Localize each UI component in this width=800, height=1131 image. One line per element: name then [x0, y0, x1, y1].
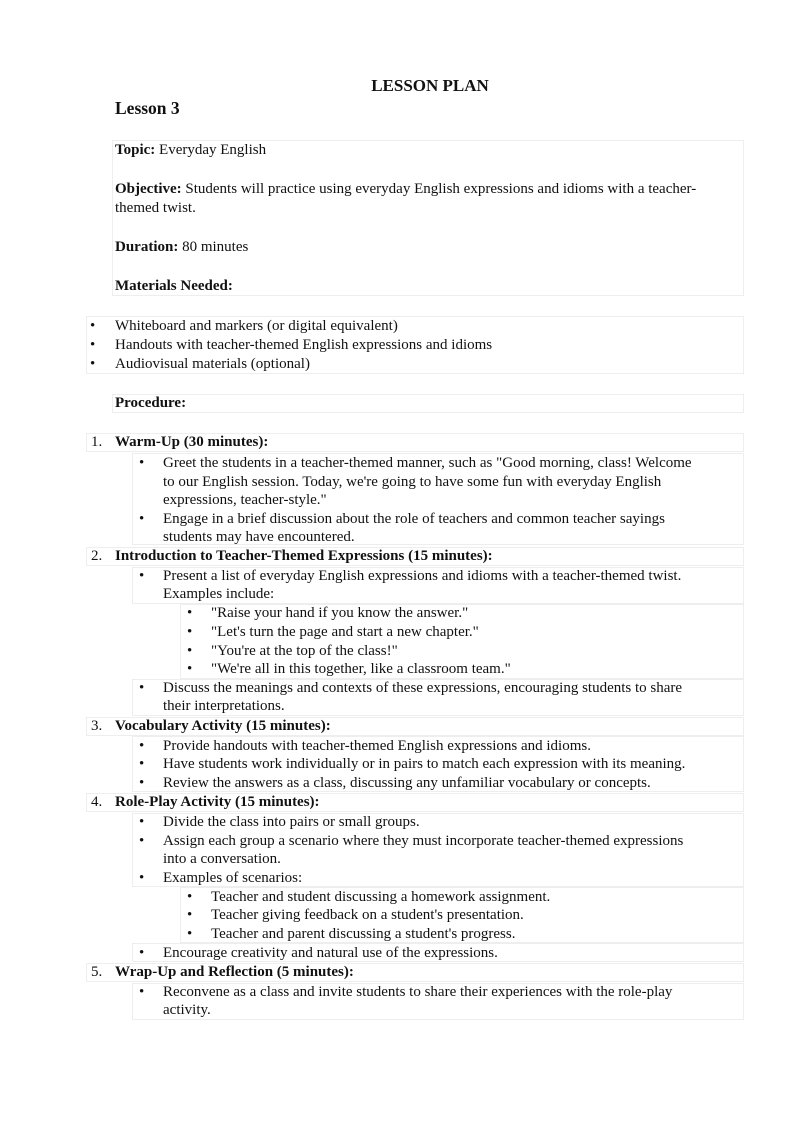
step3-bullet-text: Provide handouts with teacher-themed English expressions and idioms. [163, 738, 591, 754]
bullet-icon: • [90, 318, 96, 334]
duration-value: 80 minutes [182, 239, 249, 255]
bullet-icon: • [139, 738, 145, 754]
objective-line [115, 180, 743, 199]
step1-bullet2-line1: Engage in a brief discussion about the role of teachers and common teacher sayings [163, 511, 665, 527]
topic-label: Topic: [115, 142, 156, 158]
scenario-text: Teacher giving feedback on a student's presentation. [211, 907, 524, 923]
bullet-icon: • [139, 756, 145, 772]
bullet-icon: • [187, 624, 193, 640]
step-heading: Vocabulary Activity (15 minutes): [115, 718, 331, 734]
step-heading: Introduction to Teacher-Themed Expressions (15 minutes): [115, 548, 493, 564]
bullet-icon: • [139, 833, 145, 849]
bullet-icon: • [187, 907, 193, 923]
topic-value: Everyday English [159, 142, 267, 158]
bullet-icon: • [139, 568, 145, 584]
step1-bullet1-line3: expressions, teacher-style." [163, 492, 327, 508]
bullet-icon: • [187, 889, 193, 905]
bullet-icon: • [139, 814, 145, 830]
step1-bullet2-line2: students may have encountered. [163, 529, 355, 545]
step5-bullet1-line2: activity. [163, 1002, 211, 1018]
bullet-icon: • [187, 643, 193, 659]
topic-line [115, 141, 743, 160]
materials-label: Materials Needed: [115, 278, 233, 294]
materials-heading [115, 277, 743, 296]
example-text: "Raise your hand if you know the answer." [211, 605, 469, 621]
example-text: "Let's turn the page and start a new chapter." [211, 624, 479, 640]
step-heading: Wrap-Up and Reflection (5 minutes): [115, 964, 354, 980]
lesson-heading: Lesson 3 [115, 98, 180, 118]
objective-line-2 [115, 199, 743, 218]
step-heading: Role-Play Activity (15 minutes): [115, 794, 320, 810]
bullet-icon: • [139, 945, 145, 961]
list-item-text: Audiovisual materials (optional) [115, 356, 310, 372]
step1-bullet1-line1: Greet the students in a teacher-themed manner, such as "Good morning, class! Welcome [163, 455, 692, 471]
bullet-icon: • [139, 680, 145, 696]
step4-bullet3: Examples of scenarios: [163, 870, 303, 886]
info-box [112, 140, 744, 296]
step4-bullet1: Divide the class into pairs or small groups. [163, 814, 420, 830]
bullet-icon: • [90, 356, 96, 372]
procedure-box [112, 394, 744, 413]
bullet-icon: • [187, 926, 193, 942]
list-item-text: Handouts with teacher-themed English expressions and idioms [115, 337, 493, 353]
document-title: LESSON PLAN [371, 76, 489, 95]
step-number: 3. [91, 718, 103, 734]
step2-bullet1-line1: Present a list of everyday English expressions and idioms with a teacher-themed twist. [163, 568, 682, 584]
duration-line [115, 238, 743, 257]
bullet-icon: • [139, 984, 145, 1000]
bullet-icon: • [187, 605, 193, 621]
example-text: "We're all in this together, like a classroom team." [211, 661, 511, 677]
bullet-icon: • [187, 661, 193, 677]
step4-bullet2-line2: into a conversation. [163, 851, 281, 867]
step-heading: Warm-Up (30 minutes): [115, 434, 269, 450]
bullet-icon: • [90, 337, 96, 353]
step-number: 5. [91, 964, 103, 980]
step3-bullet-text: Review the answers as a class, discussing any unfamiliar vocabulary or concepts. [163, 775, 651, 791]
bullet-icon: • [139, 511, 145, 527]
scenario-text: Teacher and student discussing a homework assignment. [211, 889, 551, 905]
bullet-icon: • [139, 455, 145, 471]
step5-bullet1-line1: Reconvene as a class and invite students to share their experiences with the role-play [163, 984, 673, 1000]
objective-value-2: themed twist. [115, 200, 196, 216]
bullet-icon: • [139, 870, 145, 886]
step2-bullet1-line2: Examples include: [163, 586, 275, 602]
step3-bullet-text: Have students work individually or in pairs to match each expression with its meaning. [163, 756, 686, 772]
procedure-label: Procedure: [115, 395, 187, 411]
list-item-text: Whiteboard and markers (or digital equivalent) [115, 318, 398, 334]
step2-bullet2-line1: Discuss the meanings and contexts of these expressions, encouraging students to share [163, 680, 683, 696]
step-number: 2. [91, 548, 103, 564]
bullet-icon: • [139, 775, 145, 791]
objective-label: Objective: [115, 181, 182, 197]
scenario-text: Teacher and parent discussing a student's progress. [211, 926, 516, 942]
step1-bullet1-line2: to our English session. Today, we're going to have some fun with everyday English [163, 474, 662, 490]
step4-bullet2-line1: Assign each group a scenario where they must incorporate teacher-themed expressions [163, 833, 684, 849]
step2-bullet2-line2: their interpretations. [163, 698, 285, 714]
duration-label: Duration: [115, 239, 179, 255]
objective-value-1: Students will practice using everyday English expressions and idioms with a teacher- [185, 181, 697, 197]
step-number: 1. [91, 434, 103, 450]
step-number: 4. [91, 794, 103, 810]
step4-bullet4: Encourage creativity and natural use of the expressions. [163, 945, 498, 961]
example-text: "You're at the top of the class!" [211, 643, 398, 659]
